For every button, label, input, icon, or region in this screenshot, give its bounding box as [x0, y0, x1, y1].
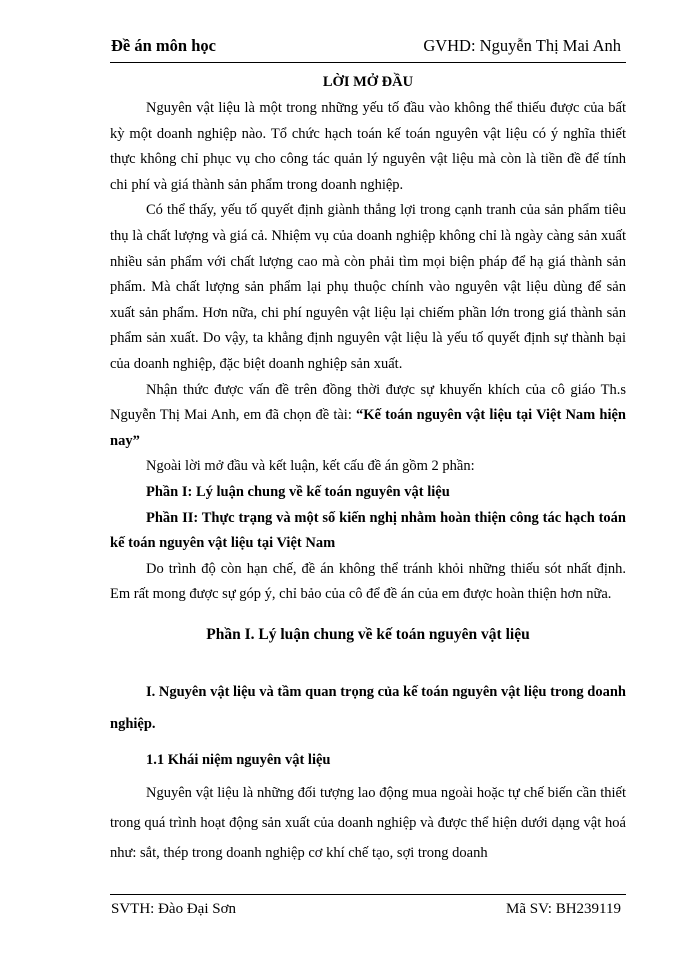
intro-paragraph-3: [110, 378, 626, 455]
part-1-title: Phần I. Lý luận chung về kế toán nguyên vật liệu: [206, 625, 530, 643]
structure-part-1-text: Phần I: Lý luận chung về kế toán nguyên vật liệu: [146, 483, 450, 500]
header-course-label: Đề án môn học: [111, 36, 216, 55]
intro-paragraph-2: Có thể thấy, yếu tố quyết định giành thắng lợi trong cạnh tranh của sản phẩm tiêu thụ là chất lượng và giá cả. Nhiệm vụ của doanh nghiệp không chỉ là ngày càng sản xuất nhiều sản phẩm với chất lượng cao mà còn phải tìm mọi biện pháp để hạ giá thành sản phẩm. Mà chất lượng sản phẩm lại phụ thuộc chính vào nguyên vật liệu dùng để sản xuất sản phẩm. Hơn nữa, chi phí nguyên vật liệu lại chiếm phần lớn trong giá thành sản phẩm sản xuất. Do vậy, ta khẳng định nguyên vật liệu là yếu tố quyết định sự thành bại của doanh nghiệp, đặc biệt doanh nghiệp sản xuất.: [110, 202, 626, 372]
document-title: LỜI MỞ ĐẦU: [322, 74, 414, 90]
footer-rule: [110, 894, 626, 895]
intro-paragraph-4: Ngoài lời mở đầu và kết luận, kết cấu đề án gồm 2 phần:: [146, 458, 475, 475]
footer-student-name: SVTH: Đào Đại Sơn: [111, 901, 237, 917]
header-supervisor-label: GVHD: Nguyễn Thị Mai Anh: [423, 36, 621, 55]
intro-paragraph-1: Nguyên vật liệu là một trong những yếu tố đầu vào không thể thiếu được của bất kỳ một doanh nghiệp nào. Tổ chức hạch toán kế toán nguyên vật liệu có ý nghĩa thiết thực không chỉ phục vụ cho công tác quản lý nguyên vật liệu mà còn là tiền đề để tính chi phí và giá thành sản phẩm trong doanh nghiệp.: [110, 100, 626, 193]
structure-part-2: [110, 506, 626, 557]
section-heading-1: I. Nguyên vật liệu và tầm quan trọng của kế toán nguyên vật liệu trong doanh nghiệp.: [110, 683, 626, 732]
document-body: [110, 96, 626, 868]
subsection-heading-1-1: 1.1 Khái niệm nguyên vật liệu: [146, 751, 331, 768]
footer-student-id: Mã SV: BH239119: [505, 901, 621, 917]
intro-paragraph-5: Do trình độ còn hạn chế, đề án không thể tránh khỏi những thiếu sót nhất định. Em rất mong được sự góp ý, chỉ bảo của cô để đề án của em được hoàn thiện hơn nữa.: [110, 560, 626, 603]
structure-part-1: [110, 480, 626, 506]
section-paragraph-1: Nguyên vật liệu là những đối tượng lao động mua ngoài hoặc tự chế biến cần thiết trong quá trình hoạt động sản xuất của doanh nghiệp và được thể hiện dưới dạng vật hoá như: sắt, thép trong doanh nghiệp cơ khí chế tạo, sợi trong doanh: [110, 784, 626, 861]
structure-part-2-text: Phần II: Thực trạng và một số kiến nghị nhằm hoàn thiện công tác hạch toán kế toán nguyên vật liệu tại Việt Nam: [110, 509, 626, 552]
page-header: [111, 36, 621, 60]
header-rule: [110, 62, 626, 63]
thesis-topic: “Kế toán nguyên vật liệu tại Việt Nam hiện nay”: [110, 407, 626, 449]
intro-paragraph-3-text: Nhận thức được vấn đề trên đồng thời được sự khuyến khích của cô giáo Th.s Nguyễn Thị Mai Anh, em đã chọn đề tài:: [110, 381, 626, 424]
